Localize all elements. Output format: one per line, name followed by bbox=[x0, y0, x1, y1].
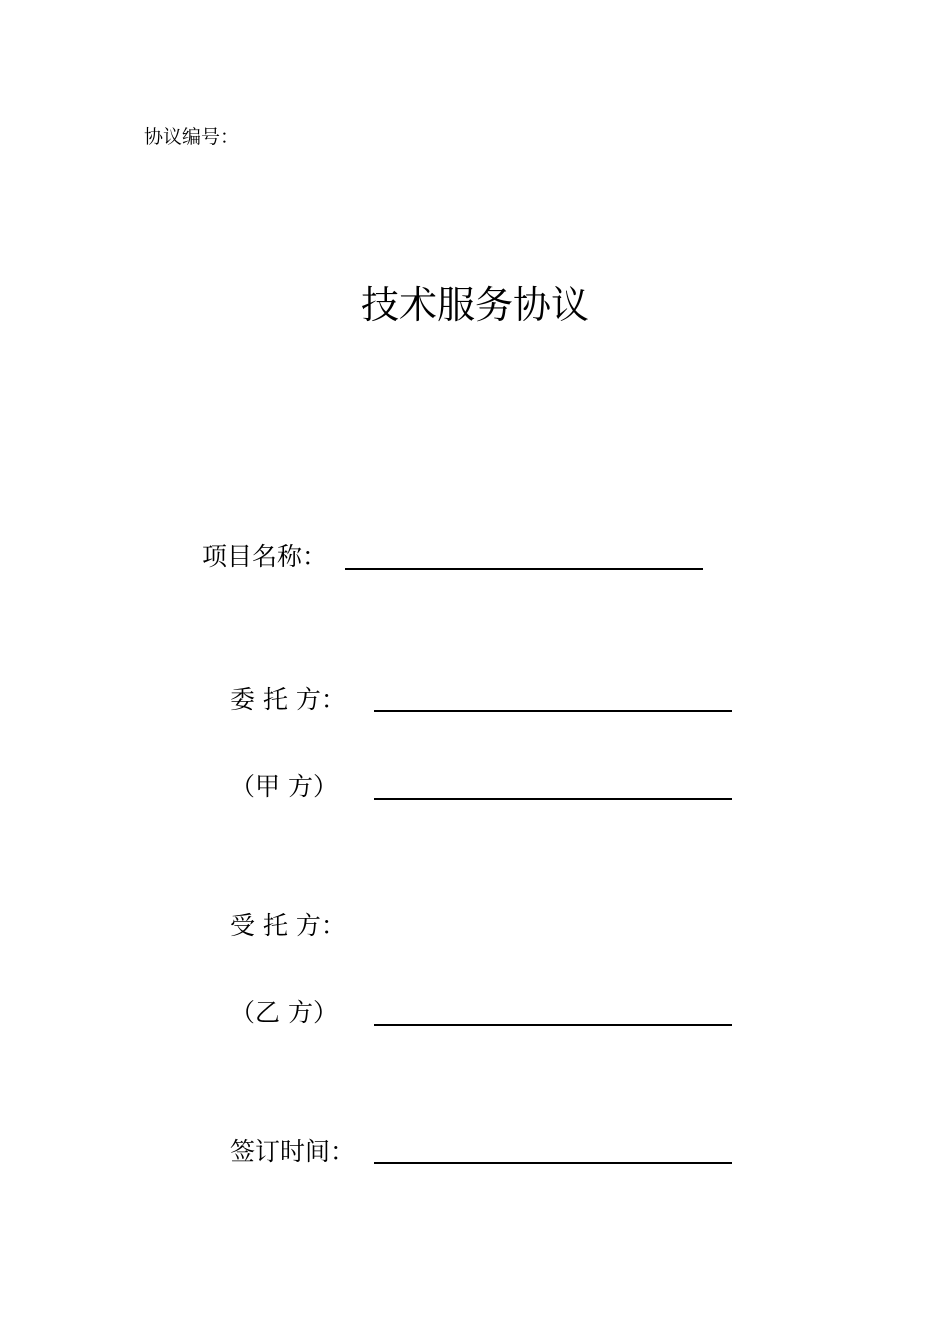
client-label: 委 托 方： bbox=[230, 685, 346, 714]
party-a-label: （甲 方） bbox=[230, 772, 338, 801]
project-name-label: 项目名称： bbox=[202, 542, 328, 571]
party-b-field-line bbox=[374, 1024, 732, 1026]
document-title: 技术服务协议 bbox=[360, 283, 589, 327]
signing-date-label: 签订时间： bbox=[230, 1137, 356, 1166]
agreement-number-label: 协议编号： bbox=[144, 126, 240, 148]
project-name-field-line bbox=[345, 568, 703, 570]
contractor-label: 受 托 方： bbox=[230, 911, 346, 940]
client-field-line bbox=[374, 710, 732, 712]
party-b-label: （乙 方） bbox=[230, 998, 338, 1027]
signing-date-field-line bbox=[374, 1162, 732, 1164]
party-a-field-line bbox=[374, 798, 732, 800]
